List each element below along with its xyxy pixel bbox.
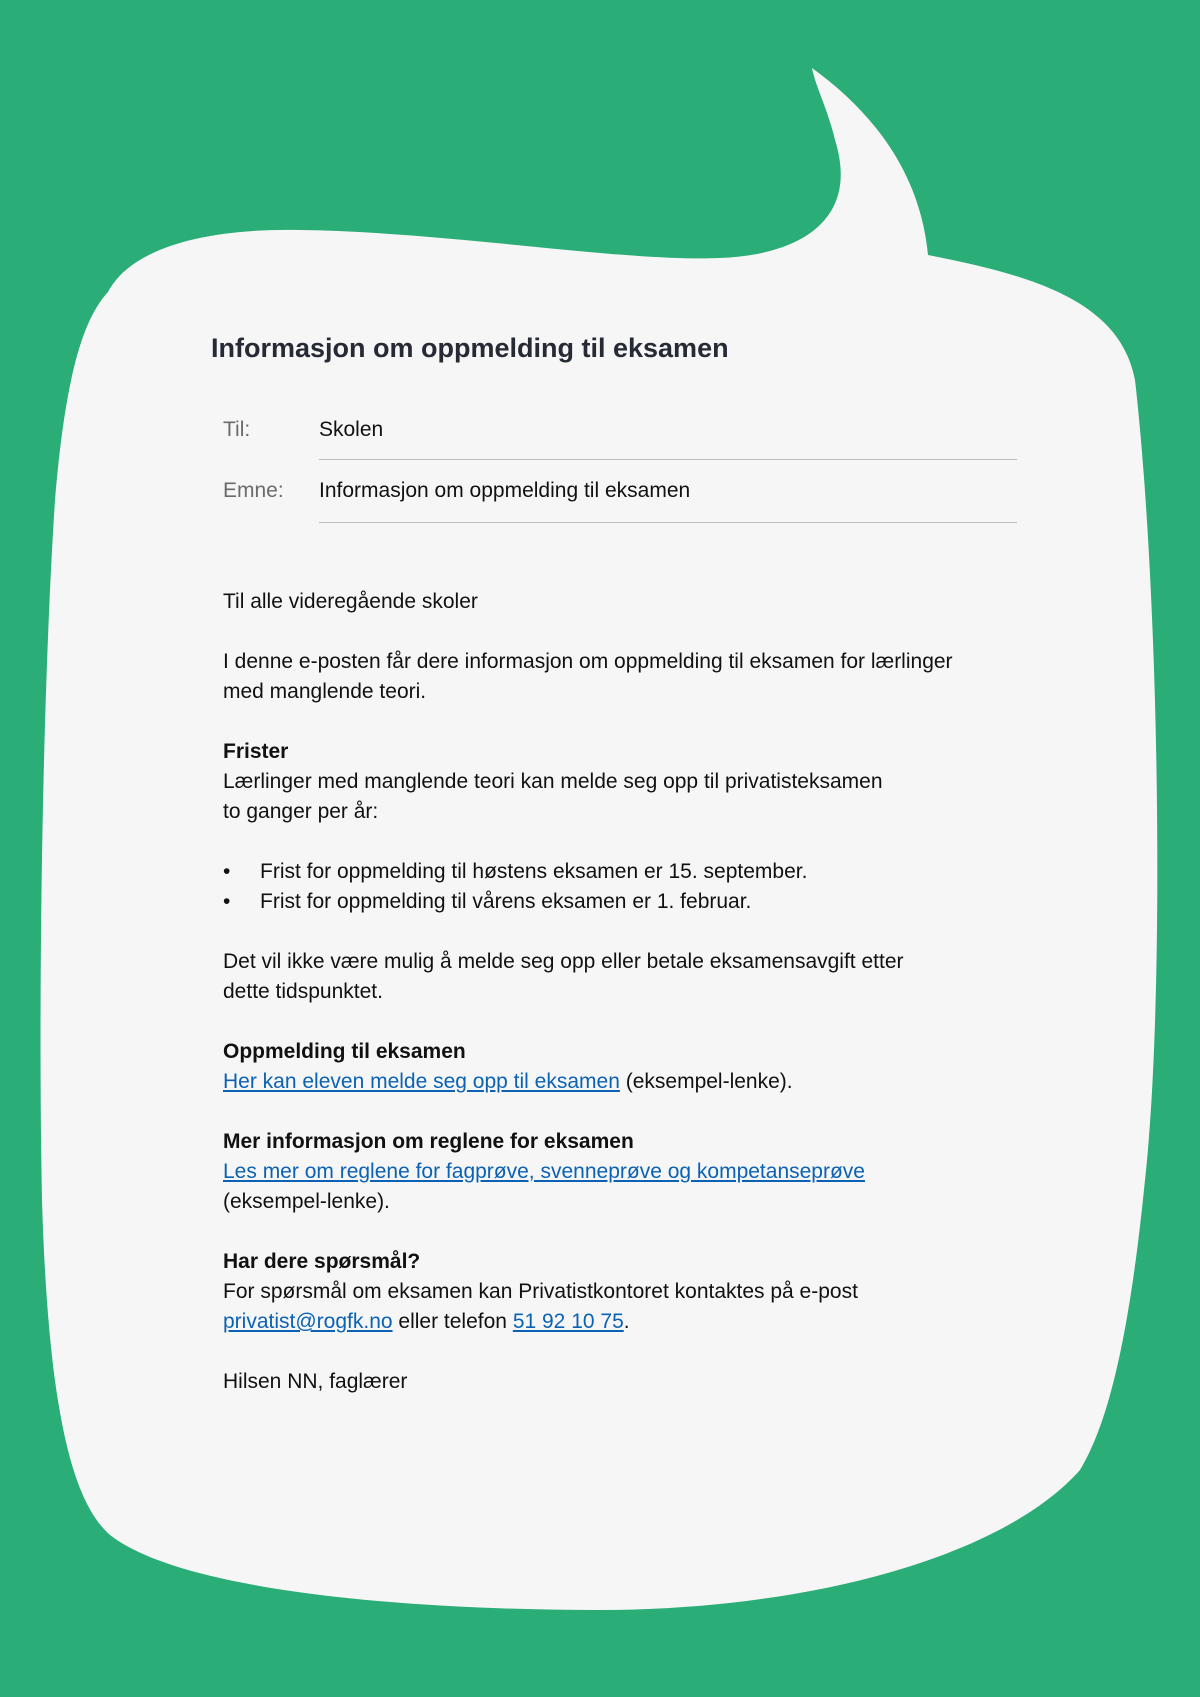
rules-heading: Mer informasjon om reglene for eksamen	[223, 1130, 634, 1153]
rules-link[interactable]: Les mer om reglene for fagprøve, svenneprøve og kompetanseprøve	[223, 1160, 865, 1183]
deadlines-list	[223, 857, 1023, 917]
registration-heading: Oppmelding til eksamen	[223, 1040, 466, 1063]
deadlines-note-line-1: Det vil ikke være mulig å melde seg opp eller betale eksamensavgift etter	[223, 950, 904, 973]
rules-text	[223, 1157, 1023, 1217]
deadlines-text	[223, 767, 1023, 827]
list-item-text: Frist for oppmelding til høstens eksamen er 15. september.	[260, 860, 808, 883]
intro-paragraph	[223, 647, 1023, 707]
list-item	[223, 857, 1023, 887]
deadlines-note	[223, 947, 1023, 1007]
questions-section	[223, 1247, 1023, 1337]
phone-link[interactable]: 51 92 10 75	[512, 1310, 624, 1333]
intro-line-2: med manglende teori.	[223, 680, 427, 703]
to-divider	[319, 459, 1017, 460]
subject-value: Informasjon om oppmelding til eksamen	[319, 479, 691, 502]
questions-text	[223, 1277, 1023, 1337]
to-value: Skolen	[319, 418, 384, 441]
bullet-icon: •	[223, 890, 231, 913]
registration-section	[223, 1037, 1023, 1097]
page-title: Informasjon om oppmelding til eksamen	[211, 333, 729, 363]
deadlines-note-line-2: dette tidspunktet.	[223, 980, 383, 1003]
deadlines-heading: Frister	[223, 740, 289, 763]
subject-label: Emne:	[223, 479, 284, 502]
subject-divider	[319, 522, 1017, 523]
email-link[interactable]: privatist@rogfk.no	[223, 1310, 393, 1333]
list-item	[223, 887, 1023, 917]
questions-middle: eller telefon	[392, 1310, 513, 1333]
questions-end: .	[623, 1310, 630, 1333]
questions-heading: Har dere spørsmål?	[223, 1250, 421, 1273]
intro-line-1: I denne e-posten får dere informasjon om oppmelding til eksamen for lærlinger	[223, 650, 953, 673]
rules-suffix: (eksempel-lenke).	[223, 1190, 390, 1213]
deadlines-text-line-2: to ganger per år:	[223, 800, 379, 823]
deadlines-section	[223, 737, 1023, 827]
signoff: Hilsen NN, faglærer	[223, 1370, 408, 1393]
greeting: Til alle videregående skoler	[223, 590, 478, 613]
email-body	[223, 587, 1023, 1397]
registration-link[interactable]: Her kan eleven melde seg opp til eksamen	[223, 1070, 620, 1093]
registration-suffix: (eksempel-lenke).	[619, 1070, 793, 1093]
questions-line: For spørsmål om eksamen kan Privatistkontoret kontaktes på e-post	[223, 1280, 858, 1303]
bullet-icon: •	[223, 860, 231, 883]
deadlines-text-line-1: Lærlinger med manglende teori kan melde seg opp til privatisteksamen	[223, 770, 883, 793]
registration-text	[223, 1067, 1023, 1097]
rules-section	[223, 1127, 1023, 1217]
to-label: Til:	[223, 418, 251, 441]
list-item-text: Frist for oppmelding til vårens eksamen er 1. februar.	[260, 890, 752, 913]
